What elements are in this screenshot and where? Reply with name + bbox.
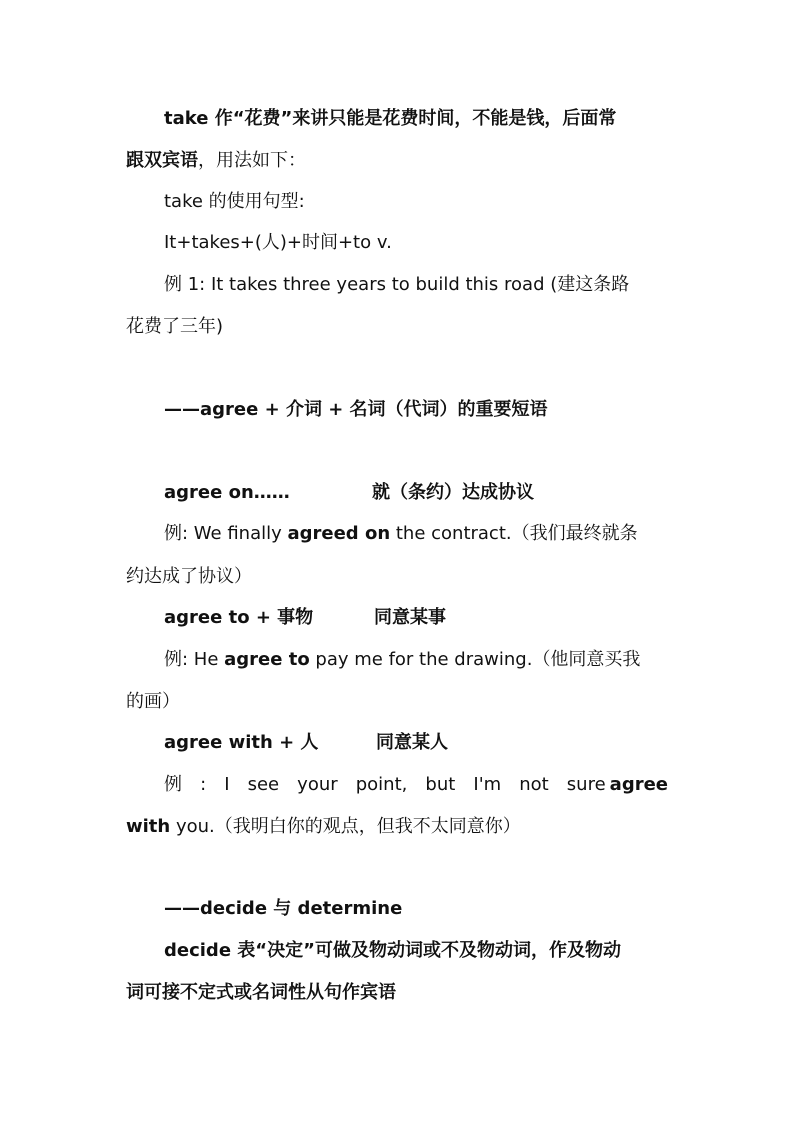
agree-to-ex-prefix: 例: He [164,649,225,670]
take-intro-line-2 [126,149,668,173]
agree-with-phrase: agree with + 人 [164,732,319,753]
with-ex-word: not [519,774,549,795]
with-ex-word: 例 [164,774,182,795]
with-ex-word: I [224,774,230,795]
agree-with-example-line-2 [126,815,668,839]
take-intro-bold: 跟双宾语 [126,150,198,171]
with-ex-word: I'm [473,774,502,795]
with-ex-word: but [425,774,456,795]
decide-section-heading: ——decide 与 determine [164,898,403,919]
take-pattern: It+takes+(人)+时间+to v. [164,232,392,253]
with-ex-word [567,773,668,797]
with-ex-bold-with: with [126,816,171,837]
with-ex-word: see [247,774,280,795]
agree-with-row [164,731,668,755]
agree-on-ex-bold: agreed on [287,523,391,544]
agree-to-ex-bold: agree to [224,649,310,670]
agree-to-example-line-1 [164,648,668,672]
agree-on-example-line-1 [164,522,668,546]
take-intro-rest: ，用法如下： [198,150,306,171]
with-ex-word: point, [355,774,408,795]
agree-to-row [164,606,668,630]
agree-on-meaning: 就（条约）达成协议 [372,482,534,503]
agree-on-ex-suffix: the contract.（我们最终就条 [390,523,638,544]
take-example-line-2: 花费了三年) [126,316,224,337]
take-pattern-title: take 的使用句型: [164,191,305,212]
with-ex-word: : [200,774,207,795]
with-ex-word: your [297,774,338,795]
agree-with-example-line-1 [164,773,668,797]
agree-section-heading: ——agree + 介词 + 名词（代词）的重要短语 [164,399,548,420]
agree-on-row [164,481,668,505]
agree-to-ex-suffix: pay me for the drawing.（他同意买我 [309,649,641,670]
with-ex-bold-agree: agree [609,774,668,795]
take-example-line-1: 例 1: It takes three years to build this road (建这条路 [164,274,630,295]
agree-with-meaning: 同意某人 [376,732,448,753]
agree-on-ex-prefix: 例: We finally [164,523,288,544]
with-ex-word-sure: sure [566,774,606,795]
agree-to-phrase: agree to + 事物 [164,607,314,628]
take-intro-line-1: take 作“花费”来讲只能是花费时间，不能是钱，后面常 [164,108,617,129]
decide-text-line-1: decide 表“决定”可做及物动词或不及物动词，作及物动 [164,940,621,961]
agree-to-example-line-2: 的画） [126,691,180,712]
agree-to-meaning: 同意某事 [374,607,446,628]
agree-on-example-line-2: 约达成了协议） [126,566,252,587]
agree-on-phrase: agree on…… [164,482,290,503]
decide-text-line-2: 词可接不定式或名词性从句作宾语 [126,982,396,1003]
with-ex-line2-rest: you.（我明白你的观点，但我不太同意你） [170,816,521,837]
